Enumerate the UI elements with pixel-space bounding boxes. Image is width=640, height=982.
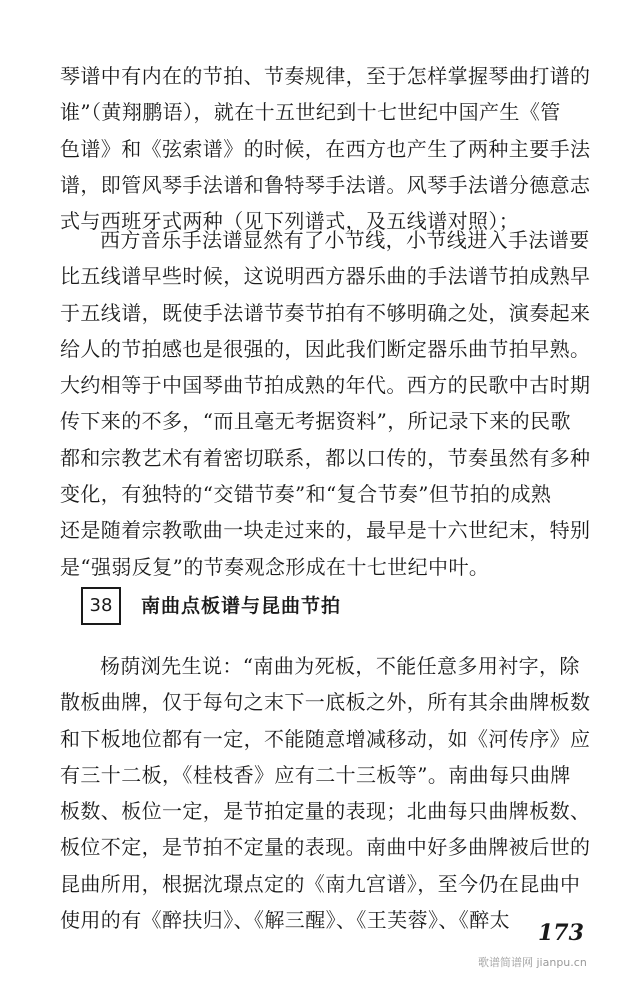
text-line: 昆曲所用，根据沈璟点定的《南九宫谱》，至今仍在昆曲中 xyxy=(60,871,581,896)
text-line: 大约相等于中国琴曲节拍成熟的年代。西方的民歌中古时期 xyxy=(60,373,591,398)
text-line: 使用的有《醉扶归》、《解三醒》、《王芙蓉》、《醉太 xyxy=(60,908,510,933)
section-number-box: 38 xyxy=(81,587,121,625)
text-line: 西方音乐手法谱显然有了小节线，小节线进入手法谱要 xyxy=(100,228,590,252)
paragraph-2 xyxy=(60,222,620,585)
text-line: 比五线谱早些时候，这说明西方器乐曲的手法谱节拍成熟早 xyxy=(60,264,591,289)
text-line: 和下板地位都有一定，不能随意增减移动，如《河传序》应 xyxy=(60,726,591,751)
text-line: 散板曲牌，仅于每句之末下一底板之外，所有其余曲牌板数 xyxy=(60,690,591,715)
page-number: 173 xyxy=(538,920,584,946)
text-line: 都和宗教艺术有着密切联系，都以口传的，节奏虽然有多种 xyxy=(60,445,591,470)
text-line: 板数、板位一定，是节拍定量的表现；北曲每只曲牌板数、 xyxy=(60,799,591,824)
text-line: 板位不定，是节拍不定量的表现。南曲中好多曲牌被后世的 xyxy=(60,835,591,860)
paragraph-1 xyxy=(60,58,620,239)
section-title: 南曲点板谱与昆曲节拍 xyxy=(141,595,342,617)
text-line: 琴谱中有内在的节拍、节奏规律，至于怎样掌握琴曲打谱的 xyxy=(60,64,591,88)
text-line: 给人的节拍感也是很强的，因此我们断定器乐曲节拍早熟。 xyxy=(60,336,591,361)
text-line: 杨荫浏先生说：“南曲为死板，不能任意多用衬字，除 xyxy=(100,654,580,678)
text-line: 是“强弱反复”的节奏观念形成在十七世纪中叶。 xyxy=(60,554,490,579)
text-line: 变化，有独特的“交错节奏”和“复合节奏”但节拍的成熟 xyxy=(60,482,552,507)
text-line: 传下来的不多，“而且毫无考据资料”，所记录下来的民歌 xyxy=(60,409,571,434)
text-line: 还是随着宗教歌曲一块走过来的，最早是十六世纪末，特别 xyxy=(60,518,591,543)
watermark: 歌谱简谱网 jianpu.cn xyxy=(478,956,587,969)
paragraph-3 xyxy=(60,648,620,938)
text-line: 有三十二板，《桂枝香》应有二十三板等”。南曲每只曲牌 xyxy=(60,762,571,787)
text-line: 式与西班牙式两种（见下列谱式，及五线谱对照）； xyxy=(60,209,520,234)
text-line: 于五线谱，既使手法谱节奏节拍有不够明确之处，演奏起来 xyxy=(60,300,591,325)
text-line: 色谱》和《弦索谱》的时候，在西方也产生了两种主要手法 xyxy=(60,136,591,161)
text-line: 谱，即管风琴手法谱和鲁特琴手法谱。风琴手法谱分德意志 xyxy=(60,172,591,197)
text-line: 谁”（黄翔鹏语），就在十五世纪到十七世纪中国产生《管 xyxy=(60,100,561,125)
